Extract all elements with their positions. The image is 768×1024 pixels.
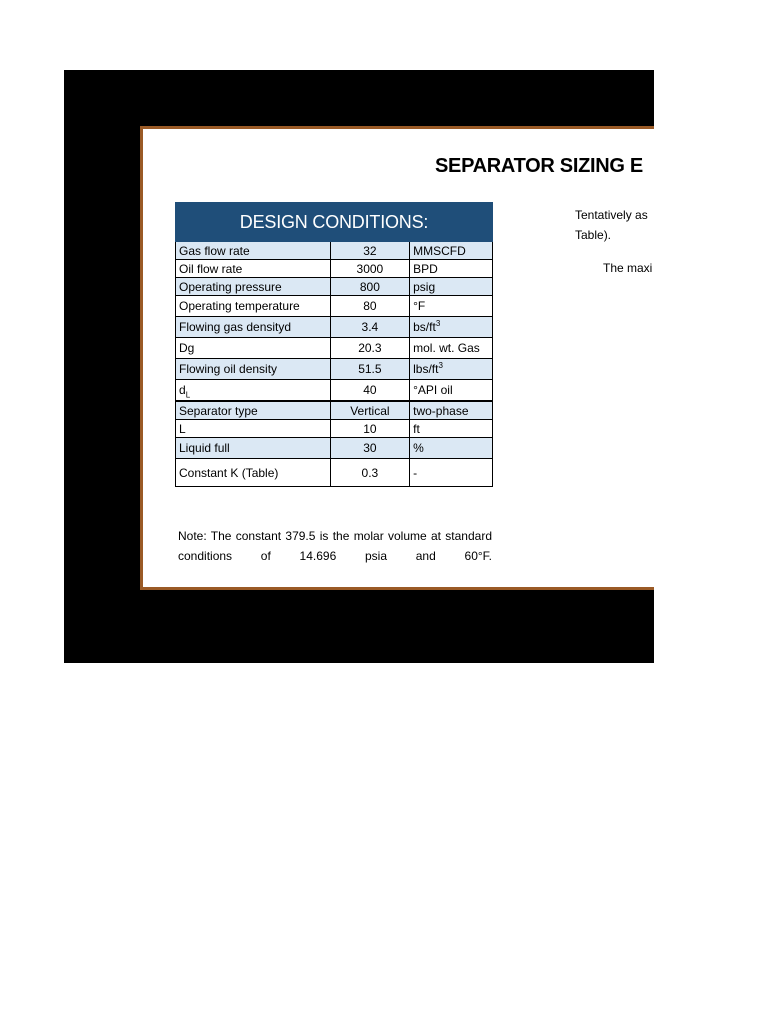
table-row	[176, 317, 493, 338]
row-value: 3000	[330, 260, 410, 278]
table-row	[176, 359, 493, 380]
row-label: Constant K (Table)	[176, 459, 331, 487]
row-value: 0.3	[330, 459, 410, 487]
row-label: Oil flow rate	[176, 260, 331, 278]
row-unit: °F	[410, 296, 493, 317]
unit-superscript: 3	[435, 319, 441, 328]
row-value: 10	[330, 420, 410, 438]
row-unit: MMSCFD	[410, 242, 493, 260]
row-label: Gas flow rate	[176, 242, 331, 260]
table-row	[176, 296, 493, 317]
row-unit	[410, 359, 493, 380]
row-value: 80	[330, 296, 410, 317]
row-value: 51.5	[330, 359, 410, 380]
row-value: 32	[330, 242, 410, 260]
row-unit: mol. wt. Gas	[410, 338, 493, 359]
table-row	[176, 401, 493, 420]
row-value: 800	[330, 278, 410, 296]
row-label: L	[176, 420, 331, 438]
row-value: 20.3	[330, 338, 410, 359]
row-unit: -	[410, 459, 493, 487]
page-title: SEPARATOR SIZING E	[435, 155, 643, 177]
design-conditions-table	[175, 202, 493, 487]
unit-superscript: 3	[438, 361, 443, 370]
side-line: Table).	[575, 228, 612, 242]
table-row	[176, 438, 493, 459]
side-line: The maxi	[603, 261, 653, 275]
table-row	[176, 420, 493, 438]
row-value: 40	[330, 380, 410, 402]
row-label	[176, 380, 331, 402]
row-unit: °API oil	[410, 380, 493, 402]
row-label: Dg	[176, 338, 331, 359]
row-unit: ft	[410, 420, 493, 438]
row-unit: two-phase	[410, 401, 493, 420]
table-row	[176, 260, 493, 278]
table-row	[176, 380, 493, 402]
table-row	[176, 242, 493, 260]
table-row	[176, 338, 493, 359]
row-label: Liquid full	[176, 438, 331, 459]
note-text: Note: The constant 379.5 is the molar volume at standard conditions of 14.696 psia and 60°F.	[178, 529, 492, 563]
side-line: Tentatively as	[575, 208, 648, 222]
table-row	[176, 278, 493, 296]
unit-text: bs/ft	[413, 320, 436, 334]
side-paragraph	[575, 205, 648, 245]
worksheet	[140, 126, 654, 590]
row-label: Operating pressure	[176, 278, 331, 296]
row-label: Operating temperature	[176, 296, 331, 317]
table-row	[176, 459, 493, 487]
row-unit: psig	[410, 278, 493, 296]
unit-text: lbs/ft	[413, 362, 439, 376]
row-label: Flowing gas densityd	[176, 317, 331, 338]
row-unit: BPD	[410, 260, 493, 278]
label-subscript: L	[185, 390, 191, 400]
row-unit: %	[410, 438, 493, 459]
row-value: Vertical	[330, 401, 410, 420]
row-label: Flowing oil density	[176, 359, 331, 380]
table-header: DESIGN CONDITIONS:	[176, 203, 493, 242]
row-value: 30	[330, 438, 410, 459]
row-value: 3.4	[330, 317, 410, 338]
row-unit	[410, 317, 493, 338]
label-text: d	[179, 383, 186, 397]
row-label: Separator type	[176, 401, 331, 420]
